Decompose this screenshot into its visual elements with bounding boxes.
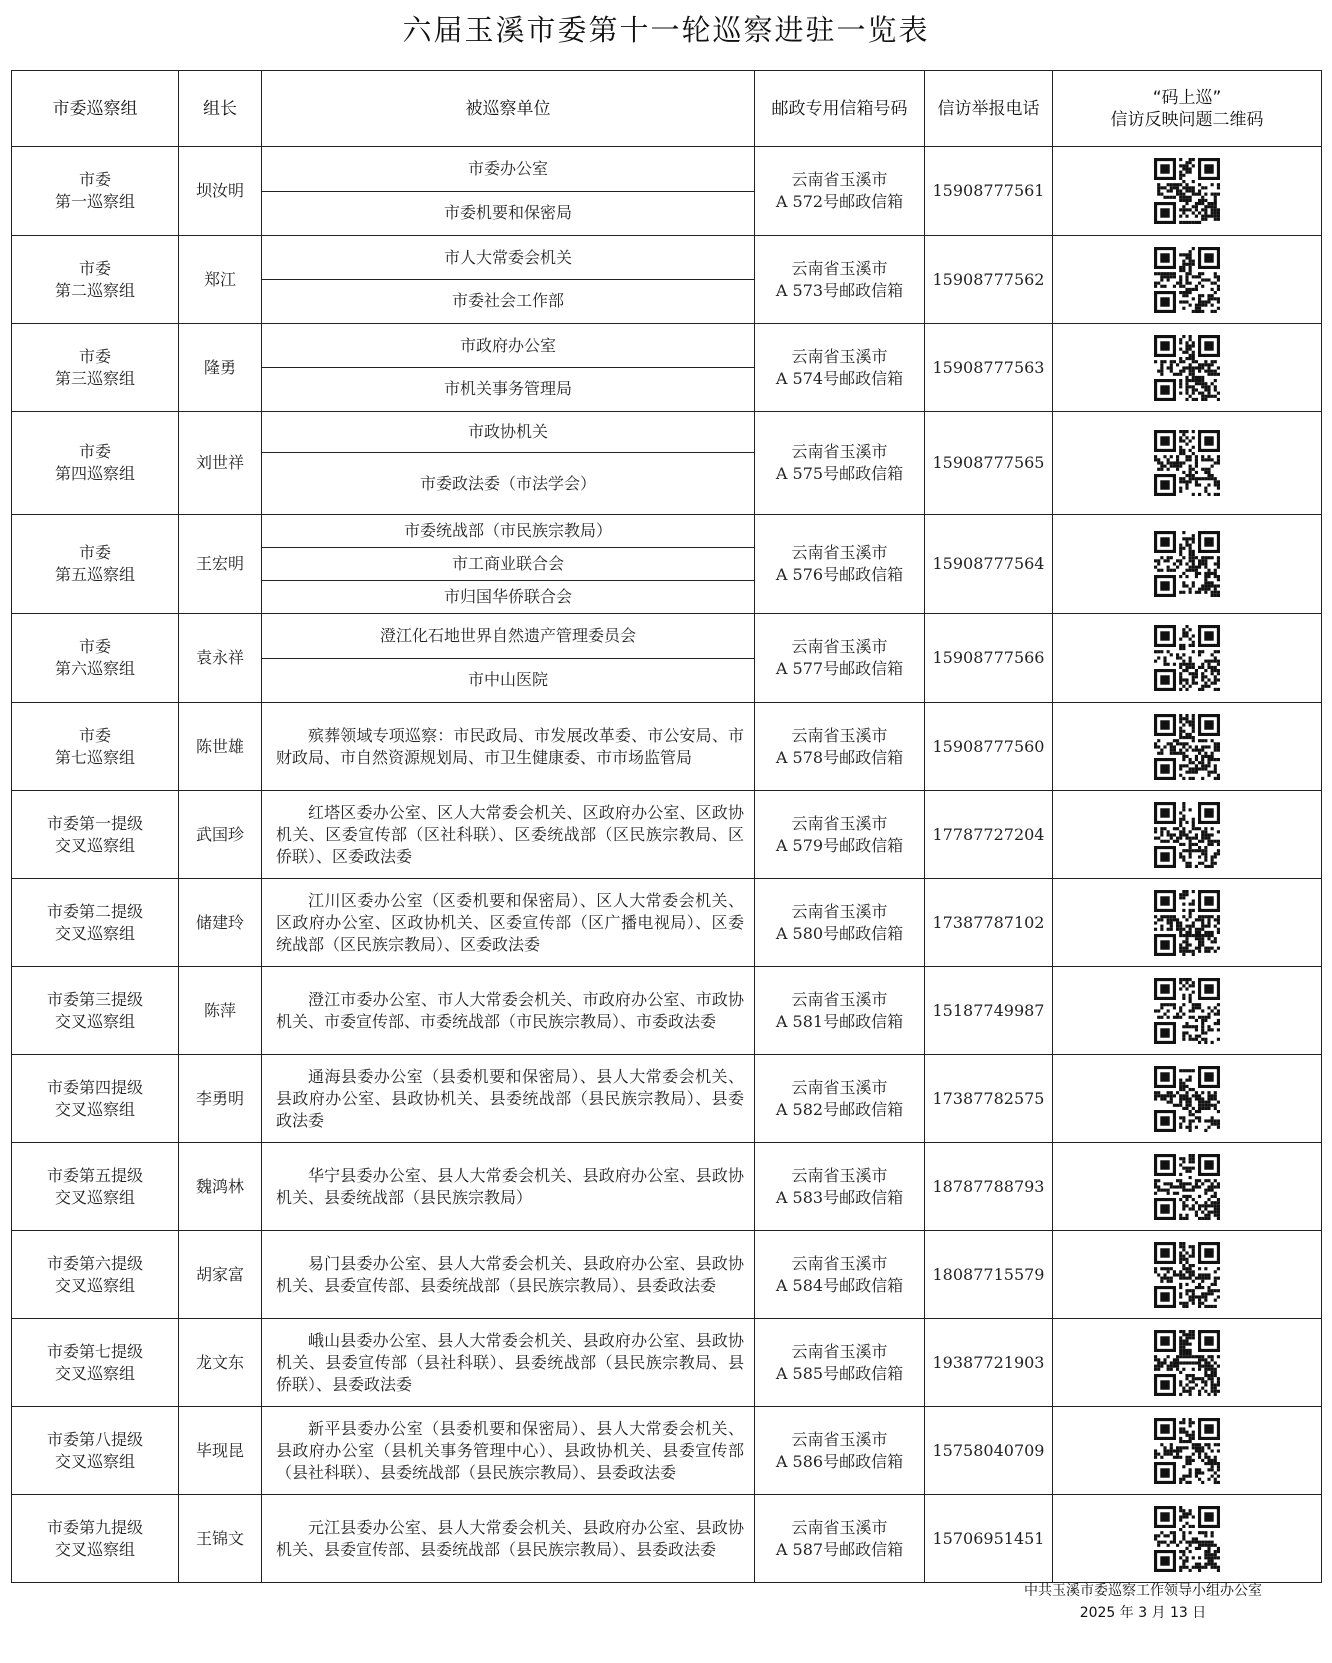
group-cell: 市委第六提级 交叉巡察组 <box>12 1231 179 1319</box>
header-leader: 组长 <box>179 71 262 147</box>
qr-cell <box>1053 1231 1322 1319</box>
table-row <box>12 703 1322 791</box>
group-cell: 市委 第三巡察组 <box>12 324 179 412</box>
qr-cell <box>1053 147 1322 236</box>
qr-cell <box>1053 791 1322 879</box>
qr-code-icon[interactable] <box>1154 247 1220 313</box>
group-cell: 市委第五提级 交叉巡察组 <box>12 1143 179 1231</box>
mailbox-cell: 云南省玉溪市 A 576号邮政信箱 <box>755 515 925 614</box>
phone-cell: 15908777562 <box>925 236 1053 324</box>
mailbox-cell: 云南省玉溪市 A 585号邮政信箱 <box>755 1319 925 1407</box>
group-cell: 市委第八提级 交叉巡察组 <box>12 1407 179 1495</box>
qr-code-icon[interactable] <box>1154 978 1220 1044</box>
units-paragraph: 殡葬领域专项巡察：市民政局、市发展改革委、市公安局、市财政局、市自然资源规划局、市卫生健康委、市市场监管局 <box>276 725 744 767</box>
phone-cell: 19387721903 <box>925 1319 1053 1407</box>
qr-cell <box>1053 703 1322 791</box>
leader-cell: 魏鸿林 <box>179 1143 262 1231</box>
unit-line: 市委社会工作部 <box>262 279 754 322</box>
leader-cell: 储建玲 <box>179 879 262 967</box>
phone-cell: 15908777560 <box>925 703 1053 791</box>
header-units: 被巡察单位 <box>262 71 755 147</box>
units-cell <box>262 1231 755 1319</box>
group-cell: 市委第三提级 交叉巡察组 <box>12 967 179 1055</box>
unit-line: 市政协机关 <box>467 422 548 442</box>
unit-line: 市委政法委（市法学会） <box>262 452 754 514</box>
mailbox-cell: 云南省玉溪市 A 583号邮政信箱 <box>755 1143 925 1231</box>
group-cell: 市委第九提级 交叉巡察组 <box>12 1495 179 1583</box>
qr-cell <box>1053 1495 1322 1583</box>
leader-cell: 龙文东 <box>179 1319 262 1407</box>
table-row <box>12 236 1322 324</box>
unit-line: 市机关事务管理局 <box>262 367 754 410</box>
qr-cell <box>1053 412 1322 515</box>
mailbox-cell: 云南省玉溪市 A 582号邮政信箱 <box>755 1055 925 1143</box>
mailbox-cell: 云南省玉溪市 A 579号邮政信箱 <box>755 791 925 879</box>
table-row <box>12 1055 1322 1143</box>
phone-cell: 15187749987 <box>925 967 1053 1055</box>
units-paragraph: 华宁县委办公室、县人大常委会机关、县政府办公室、县政协机关、县委统战部（县民族宗教局） <box>276 1165 744 1207</box>
group-cell: 市委第七提级 交叉巡察组 <box>12 1319 179 1407</box>
leader-cell: 陈萍 <box>179 967 262 1055</box>
mailbox-cell: 云南省玉溪市 A 577号邮政信箱 <box>755 614 925 703</box>
units-cell <box>262 1407 755 1495</box>
table-row <box>12 879 1322 967</box>
mailbox-cell: 云南省玉溪市 A 587号邮政信箱 <box>755 1495 925 1583</box>
table-row <box>12 324 1322 412</box>
qr-cell <box>1053 1407 1322 1495</box>
qr-code-icon[interactable] <box>1154 335 1220 401</box>
qr-code-icon[interactable] <box>1154 1242 1220 1308</box>
units-cell <box>262 147 755 236</box>
table-row <box>12 967 1322 1055</box>
mailbox-cell: 云南省玉溪市 A 578号邮政信箱 <box>755 703 925 791</box>
mailbox-cell: 云南省玉溪市 A 575号邮政信箱 <box>755 412 925 515</box>
group-cell: 市委 第四巡察组 <box>12 412 179 515</box>
phone-cell: 15706951451 <box>925 1495 1053 1583</box>
table-row <box>12 1407 1322 1495</box>
qr-cell <box>1053 614 1322 703</box>
qr-cell <box>1053 1143 1322 1231</box>
unit-line: 市人大常委会机关 <box>443 248 572 268</box>
units-cell <box>262 614 755 703</box>
qr-code-icon[interactable] <box>1154 531 1220 597</box>
unit-line: 市委机要和保密局 <box>262 191 754 236</box>
units-cell <box>262 703 755 791</box>
group-cell: 市委 第五巡察组 <box>12 515 179 614</box>
units-cell <box>262 1495 755 1583</box>
phone-cell: 15908777566 <box>925 614 1053 703</box>
header-phone: 信访举报电话 <box>925 71 1053 147</box>
units-cell <box>262 1143 755 1231</box>
qr-code-icon[interactable] <box>1154 890 1220 956</box>
unit-line: 市政府办公室 <box>459 336 556 356</box>
units-cell <box>262 324 755 412</box>
leader-cell: 袁永祥 <box>179 614 262 703</box>
leader-cell: 胡家富 <box>179 1231 262 1319</box>
group-cell: 市委第一提级 交叉巡察组 <box>12 791 179 879</box>
units-paragraph: 峨山县委办公室、县人大常委会机关、县政府办公室、县政协机关、县委宣传部（县社科联）、县委统战部（县民族宗教局、县侨联）、县委政法委 <box>276 1330 744 1394</box>
phone-cell: 15908777561 <box>925 147 1053 236</box>
units-paragraph: 澄江市委办公室、市人大常委会机关、市政府办公室、市政协机关、市委宣传部、市委统战部（市民族宗教局）、市委政法委 <box>276 989 744 1031</box>
qr-code-icon[interactable] <box>1154 802 1220 868</box>
unit-line: 市归国华侨联合会 <box>262 580 754 613</box>
footer-org: 中共玉溪市委巡察工作领导小组办公室 <box>1024 1583 1262 1599</box>
phone-cell: 18087715579 <box>925 1231 1053 1319</box>
qr-code-icon[interactable] <box>1154 1506 1220 1572</box>
leader-cell: 李勇明 <box>179 1055 262 1143</box>
group-cell: 市委 第六巡察组 <box>12 614 179 703</box>
units-paragraph: 通海县委办公室（县委机要和保密局）、县人大常委会机关、县政府办公室、县政协机关、县委统战部（县民族宗教局）、县委政法委 <box>276 1066 744 1130</box>
qr-code-icon[interactable] <box>1154 1418 1220 1484</box>
qr-code-icon[interactable] <box>1154 1066 1220 1132</box>
units-paragraph: 新平县委办公室（县委机要和保密局）、县人大常委会机关、县政府办公室（县机关事务管理中心）、县政协机关、县委宣传部（县社科联）、县委统战部（县民族宗教局）、县委政法委 <box>276 1418 744 1482</box>
leader-cell: 王锦文 <box>179 1495 262 1583</box>
leader-cell: 郑江 <box>179 236 262 324</box>
leader-cell: 隆勇 <box>179 324 262 412</box>
header-group: 市委巡察组 <box>12 71 179 147</box>
table-header-row <box>12 71 1322 147</box>
phone-cell: 15908777565 <box>925 412 1053 515</box>
phone-cell: 15758040709 <box>925 1407 1053 1495</box>
unit-line: 市工商业联合会 <box>262 547 754 580</box>
mailbox-cell: 云南省玉溪市 A 573号邮政信箱 <box>755 236 925 324</box>
leader-cell: 武国珍 <box>179 791 262 879</box>
units-paragraph: 元江县委办公室、县人大常委会机关、县政府办公室、县政协机关、县委宣传部、县委统战部（县民族宗教局）、县委政法委 <box>276 1517 744 1559</box>
inspection-table <box>11 70 1322 1583</box>
phone-cell: 15908777564 <box>925 515 1053 614</box>
unit-line: 市中山医院 <box>262 658 754 703</box>
table-row <box>12 147 1322 236</box>
qr-code-icon[interactable] <box>1154 158 1220 224</box>
qr-cell <box>1053 236 1322 324</box>
group-cell: 市委第二提级 交叉巡察组 <box>12 879 179 967</box>
table-row <box>12 791 1322 879</box>
qr-code-icon[interactable] <box>1154 714 1220 780</box>
phone-cell: 17787727204 <box>925 791 1053 879</box>
units-cell <box>262 515 755 614</box>
qr-cell <box>1053 324 1322 412</box>
table-row <box>12 1231 1322 1319</box>
group-cell: 市委第四提级 交叉巡察组 <box>12 1055 179 1143</box>
table-row <box>12 1143 1322 1231</box>
group-cell: 市委 第一巡察组 <box>12 147 179 236</box>
units-cell <box>262 967 755 1055</box>
units-cell <box>262 236 755 324</box>
header-qr-line2: 信访反映问题二维码 <box>1110 109 1264 130</box>
phone-cell: 17387787102 <box>925 879 1053 967</box>
mailbox-cell: 云南省玉溪市 A 584号邮政信箱 <box>755 1231 925 1319</box>
units-cell <box>262 412 755 515</box>
qr-code-icon[interactable] <box>1154 1154 1220 1220</box>
leader-cell: 坝汝明 <box>179 147 262 236</box>
table-row <box>12 412 1322 515</box>
phone-cell: 15908777563 <box>925 324 1053 412</box>
phone-cell: 17387782575 <box>925 1055 1053 1143</box>
qr-cell <box>1053 879 1322 967</box>
header-qr-line1: “码上巡” <box>1152 87 1222 108</box>
header-mailbox: 邮政专用信箱号码 <box>755 71 925 147</box>
leader-cell: 毕现昆 <box>179 1407 262 1495</box>
units-cell <box>262 879 755 967</box>
table-row <box>12 1495 1322 1583</box>
qr-cell <box>1053 967 1322 1055</box>
footer <box>1024 1580 1262 1624</box>
qr-code-icon[interactable] <box>1154 1330 1220 1396</box>
qr-code-icon[interactable] <box>1154 430 1220 496</box>
footer-date: 2025 年 3 月 13 日 <box>1079 1605 1207 1621</box>
unit-line: 市委办公室 <box>467 158 548 178</box>
units-cell <box>262 1055 755 1143</box>
qr-cell <box>1053 515 1322 614</box>
units-paragraph: 江川区委办公室（区委机要和保密局）、区人大常委会机关、区政府办公室、区政协机关、区委宣传部（区广播电视局）、区委统战部（区民族宗教局）、区委政法委 <box>276 890 744 954</box>
mailbox-cell: 云南省玉溪市 A 586号邮政信箱 <box>755 1407 925 1495</box>
qr-cell <box>1053 1319 1322 1407</box>
table-row <box>12 614 1322 703</box>
units-paragraph: 红塔区委办公室、区人大常委会机关、区政府办公室、区政协机关、区委宣传部（区社科联）、区委统战部（区民族宗教局、区侨联）、区委政法委 <box>276 802 744 866</box>
header-qr <box>1053 71 1322 147</box>
table-row <box>12 515 1322 614</box>
leader-cell: 刘世祥 <box>179 412 262 515</box>
units-cell <box>262 791 755 879</box>
mailbox-cell: 云南省玉溪市 A 580号邮政信箱 <box>755 879 925 967</box>
group-cell: 市委 第七巡察组 <box>12 703 179 791</box>
unit-line: 澄江化石地世界自然遗产管理委员会 <box>379 625 636 645</box>
leader-cell: 王宏明 <box>179 515 262 614</box>
unit-line: 市委统战部（市民族宗教局） <box>403 521 612 540</box>
units-cell <box>262 1319 755 1407</box>
leader-cell: 陈世雄 <box>179 703 262 791</box>
table-row <box>12 1319 1322 1407</box>
qr-cell <box>1053 1055 1322 1143</box>
mailbox-cell: 云南省玉溪市 A 574号邮政信箱 <box>755 324 925 412</box>
mailbox-cell: 云南省玉溪市 A 572号邮政信箱 <box>755 147 925 236</box>
mailbox-cell: 云南省玉溪市 A 581号邮政信箱 <box>755 967 925 1055</box>
page-title: 六届玉溪市委第十一轮巡察进驻一览表 <box>402 13 930 47</box>
qr-code-icon[interactable] <box>1154 625 1220 691</box>
group-cell: 市委 第二巡察组 <box>12 236 179 324</box>
units-paragraph: 易门县委办公室、县人大常委会机关、县政府办公室、县政协机关、县委宣传部、县委统战部（县民族宗教局）、县委政法委 <box>276 1253 744 1295</box>
phone-cell: 18787788793 <box>925 1143 1053 1231</box>
